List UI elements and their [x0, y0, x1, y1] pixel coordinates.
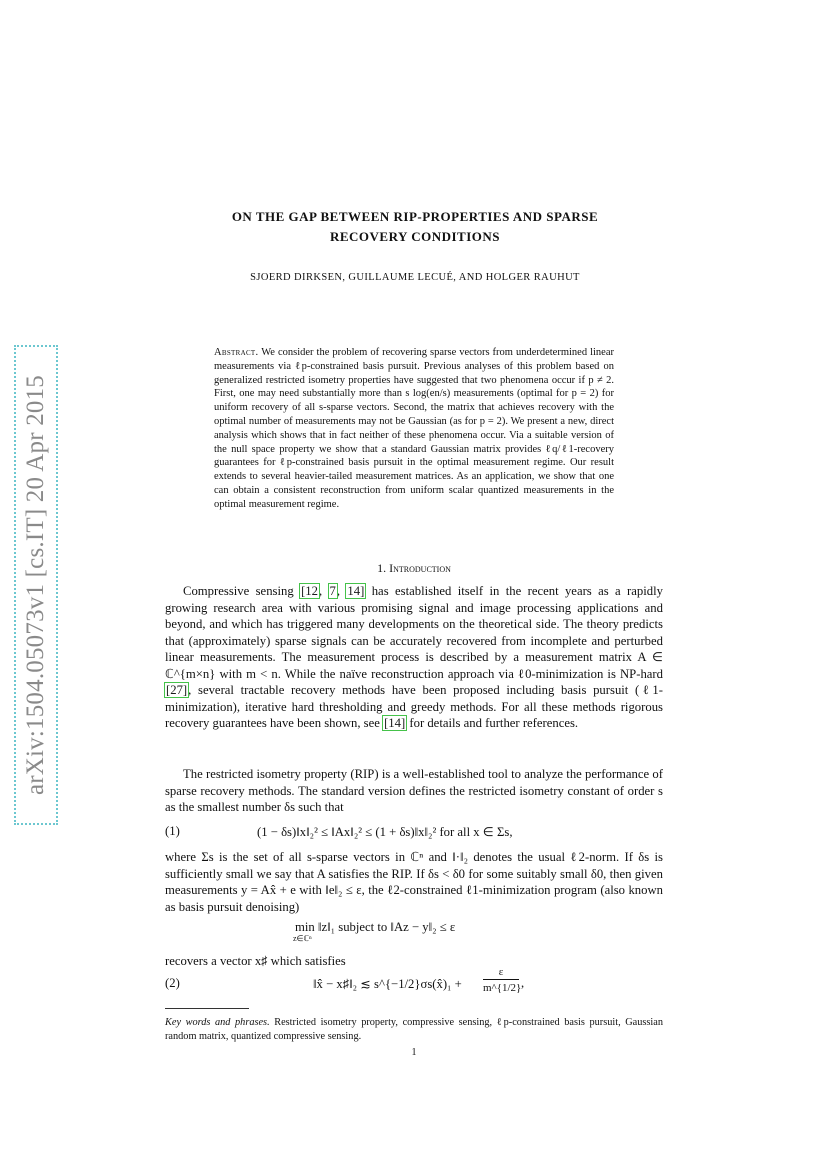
intro-text-a: Compressive sensing	[183, 584, 301, 598]
equation-1-body: (1 − δs)‖x‖₂² ≤ ‖Ax‖₂² ≤ (1 + δs)‖x‖₂² for all x ∈ Σs,	[257, 825, 513, 839]
intro-text-b: has established itself in the recent years as a rapidly growing research area with various promising signal and image processing applications and beyond, and which has triggered many developments on the theoretical side. The theory predicts that (approximately) sparse signals can be accurately recovered from incomplete and perturbed linear measurements. The measurement process is described by a measurement matrix A ∈ ℂ^{m×n} with m < n. While the naïve reconstruction approach via ℓ0-minimization is NP-hard	[165, 584, 663, 681]
rip-paragraph: The restricted isometry property (RIP) is a well-established tool to analyze the performance of sparse recovery methods. The standard version defines the restricted isometry constant of order s as the smallest number δs such that	[165, 767, 663, 814]
abstract-text: We consider the problem of recovering sparse vectors from underdetermined linear measurements via ℓp-constrained basis pursuit. Previous analyses of this problem based on generalized restricted isometry properties have suggested that two phenomena occur if p ≠ 2. First, one may need substantially more than s log(en/s) measurements (optimal for p = 2) for uniform recovery of all s-sparse vectors. Second, the matrix that achieves recovery with the optimal number of measurements may not be Gaussian (as for p = 2). We present a new, direct analysis which shows that in fact neither of these phenomena occur. Via a suitable version of the null space property we show that a standard Gaussian matrix provides ℓq/ℓ1-recovery guarantees for ℓp-constrained basis pursuit in the optimal measurement regime. Our result extends to several heavier-tailed measurement matrices. As an application, we show that one can obtain a consistent reconstruction from uniform scalar quantized measurements in the optimal measurement regime.	[214, 347, 614, 510]
recovers-paragraph: recovers a vector x♯ which satisfies	[165, 954, 346, 968]
title-line-2: RECOVERY CONDITIONS	[329, 229, 500, 244]
equation-2-number: (2)	[165, 976, 180, 990]
min-equation-subscript: z∈ℂⁿ	[293, 934, 312, 943]
equation-2-frac-bar	[483, 979, 519, 980]
equation-2-body: ‖x̂ − x♯‖₂ ≲ s^{−1/2}σs(x̂)₁ +	[313, 977, 462, 991]
equation-2-comma: ,	[521, 976, 525, 990]
intro-paragraph-4	[165, 953, 663, 970]
footnote-keywords-label: Key words and phrases.	[165, 1017, 270, 1028]
intro-text-c: , several tractable recovery methods have been proposed including basis pursuit (ℓ1-minimization), iterative hard thresholding and greedy methods. For all these methods rigorous recovery guarantees have been shown, see	[165, 683, 663, 730]
abstract-heading: Abstract.	[214, 347, 259, 358]
arxiv-stamp[interactable]	[14, 345, 58, 825]
min-equation-body: min ‖z‖₁ subject to ‖Az − y‖₂ ≤ ε	[295, 920, 456, 934]
abstract	[214, 346, 614, 512]
title-line-1: ON THE GAP BETWEEN RIP-PROPERTIES AND SPARSE	[231, 209, 599, 224]
footnote-keywords: Restricted isometry property, compressive sensing, ℓp-constrained basis pursuit, Gaussian random matrix, quantized compressive sensing.	[165, 1017, 663, 1042]
page-number: 1	[411, 1047, 417, 1058]
min-equation	[165, 920, 663, 950]
authors: SJOERD DIRKSEN, GUILLAUME LECUÉ, AND HOLGER RAUHUT	[250, 272, 580, 283]
paper-title	[120, 207, 710, 247]
intro-paragraph-3	[165, 849, 663, 915]
equation-2-frac-num: ε	[498, 966, 504, 978]
section-title: Introduction	[389, 561, 451, 575]
section-number: 1.	[377, 561, 387, 575]
citation-12[interactable]: [12	[301, 584, 318, 598]
footnote	[165, 1016, 663, 1044]
equation-2-frac-den: m^{1/2}	[483, 982, 522, 994]
equation-1-number: (1)	[165, 824, 180, 838]
sigma-paragraph: where Σs is the set of all s-sparse vectors in ℂⁿ and ‖·‖₂ denotes the usual ℓ2-norm. If δs is sufficiently small we say that A satisfies the RIP. If δs < δ0 for some suitably small δ0, then given measurements y = Ax̂ + e with ‖e‖₂ ≤ ε, the ℓ2-constrained ℓ1-minimization program (also known as basis pursuit denoising)	[165, 850, 663, 914]
section-heading	[165, 561, 663, 576]
intro-paragraph-2	[165, 766, 663, 816]
intro-text-d: for details and further references.	[406, 716, 579, 730]
equation-2	[165, 966, 663, 1004]
citation-14[interactable]: 14]	[347, 584, 365, 598]
citation-27[interactable]: [27]	[166, 683, 188, 697]
arxiv-stamp-text: arXiv:1504.05073v1 [cs.IT] 20 Apr 2015	[22, 374, 49, 796]
citation-7[interactable]: 7	[329, 584, 336, 598]
footnote-rule	[165, 1008, 249, 1009]
intro-paragraph-1: Compressive sensing [12, 7, 14] has established itself in the recent years as a rapidly growing research area with various promising signal and image processing applications and beyond, and which has triggered many developments on the theoretical side. The theory predicts that (approximately) sparse signals can be accurately recovered from incomplete and perturbed linear measurements. The measurement process is described by a measurement matrix A ∈ ℂ^{m×n} with m < n. While the naïve reconstruction approach via ℓ0-minimization is NP-hard [27], several tractable recovery methods have been proposed including basis pursuit (ℓ1-minimization), iterative hard thresholding and greedy methods. For all these methods rigorous recovery guarantees have been shown, see [14] for details and further references.	[165, 584, 663, 730]
citation-14-b[interactable]: [14]	[384, 716, 406, 730]
